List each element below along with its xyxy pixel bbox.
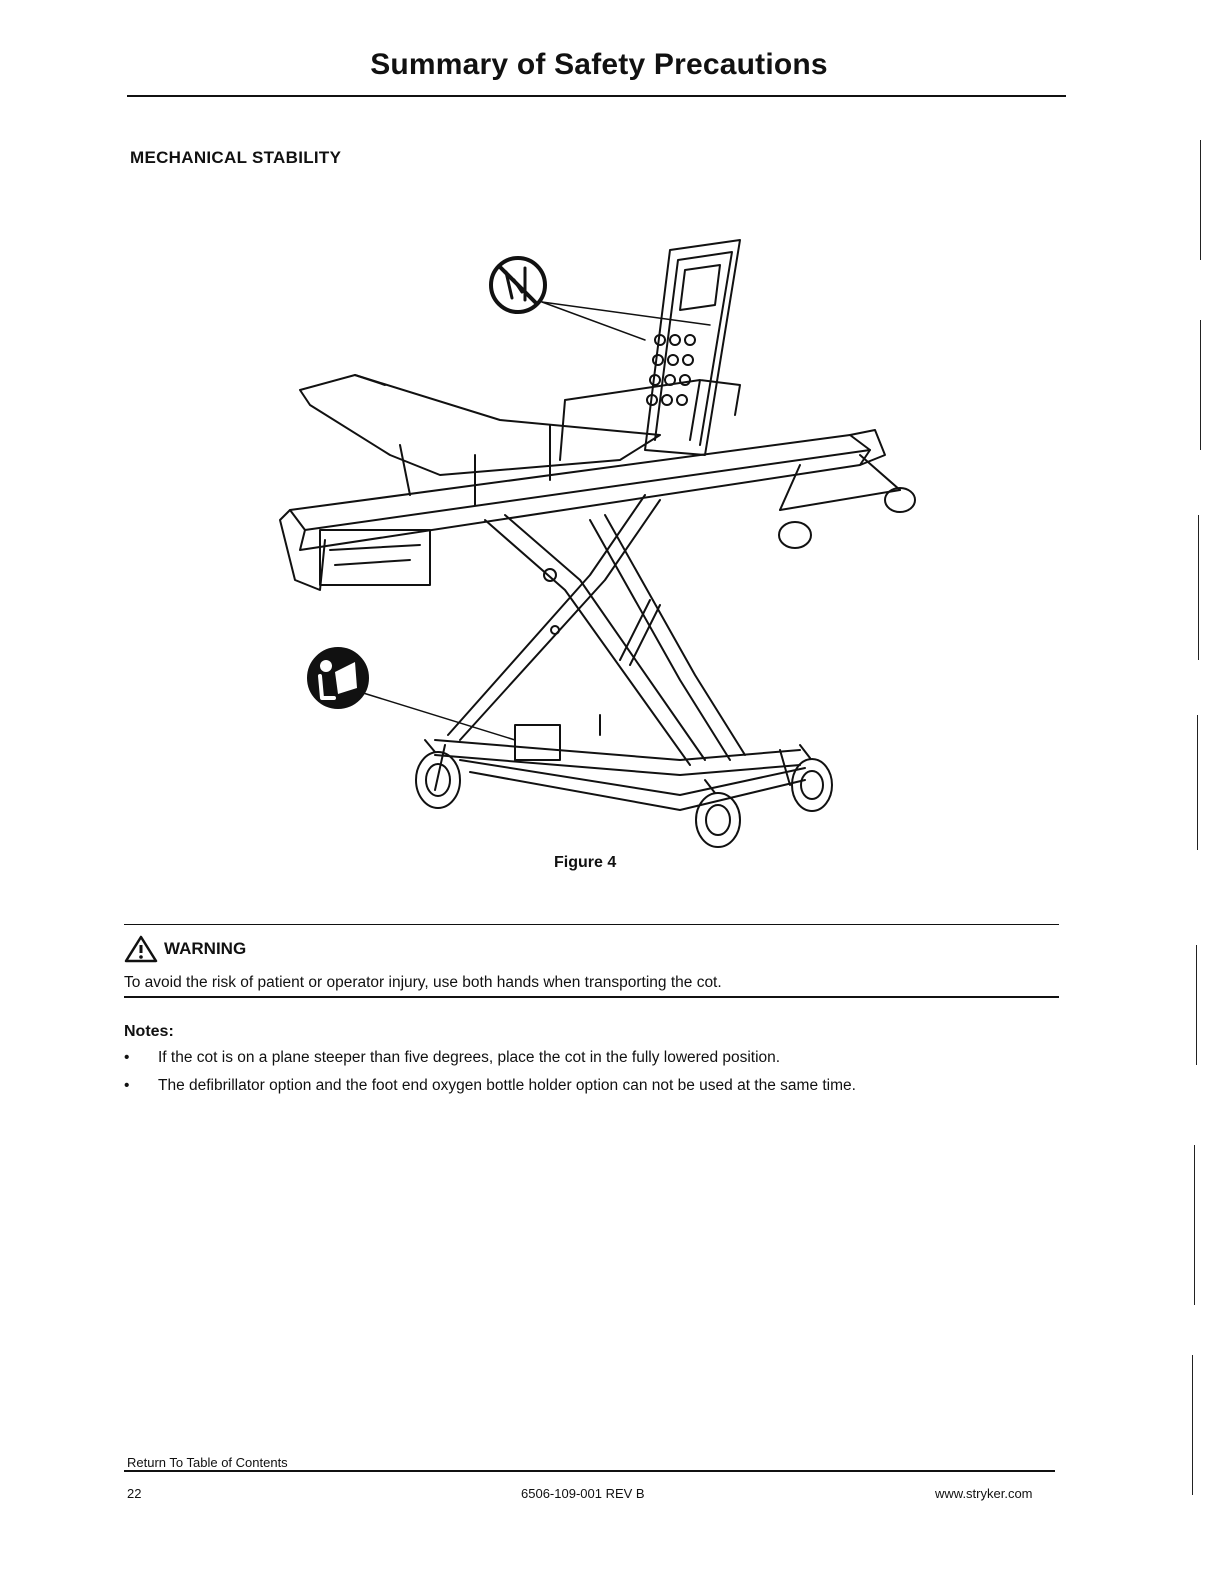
cot-frame	[280, 435, 870, 590]
warning-top-rule	[124, 924, 1059, 925]
bullet-icon: •	[124, 1049, 130, 1066]
no-push-icon	[491, 258, 545, 312]
section-heading: MECHANICAL STABILITY	[130, 148, 342, 167]
notes-heading: Notes:	[124, 1023, 174, 1040]
cot-legs	[448, 495, 745, 765]
note-text: The defibrillator option and the foot end oxygen bottle holder option can not be used at the same time.	[158, 1077, 856, 1094]
warning-bottom-rule	[124, 996, 1059, 998]
document-id: 6506-109-001 REV B	[521, 1486, 645, 1501]
footer-rule	[124, 1470, 1055, 1472]
read-manual-icon	[308, 648, 368, 708]
warning-triangle-icon	[124, 935, 158, 963]
scan-edge-mark	[1200, 320, 1201, 450]
figure-caption: Figure 4	[554, 854, 617, 871]
list-item	[124, 1077, 856, 1095]
page-title: Summary of Safety Precautions	[370, 48, 828, 81]
scan-edge-mark	[1200, 140, 1201, 260]
warning-heading	[124, 935, 246, 963]
scan-edge-mark	[1197, 715, 1198, 850]
warning-label: WARNING	[164, 939, 247, 958]
callout-arrows	[360, 302, 710, 740]
website-link[interactable]: www.stryker.com	[935, 1486, 1033, 1501]
warning-text: To avoid the risk of patient or operator injury, use both hands when transporting the cot.	[124, 974, 722, 991]
scan-edge-mark	[1194, 1145, 1195, 1305]
page-number: 22	[127, 1486, 142, 1501]
title-rule	[127, 95, 1066, 97]
bullet-icon: •	[124, 1077, 130, 1094]
stretcher-figure	[260, 220, 940, 860]
cot-foot-end	[779, 430, 915, 548]
return-to-toc-link[interactable]: Return To Table of Contents	[127, 1455, 288, 1470]
scan-edge-mark	[1198, 515, 1199, 660]
cot-base	[435, 715, 805, 810]
list-item	[124, 1049, 780, 1067]
scan-edge-mark	[1192, 1355, 1193, 1495]
cot-side-rail	[560, 380, 740, 460]
note-text: If the cot is on a plane steeper than five degrees, place the cot in the fully lowered position.	[158, 1049, 781, 1066]
scan-edge-mark	[1196, 945, 1197, 1065]
